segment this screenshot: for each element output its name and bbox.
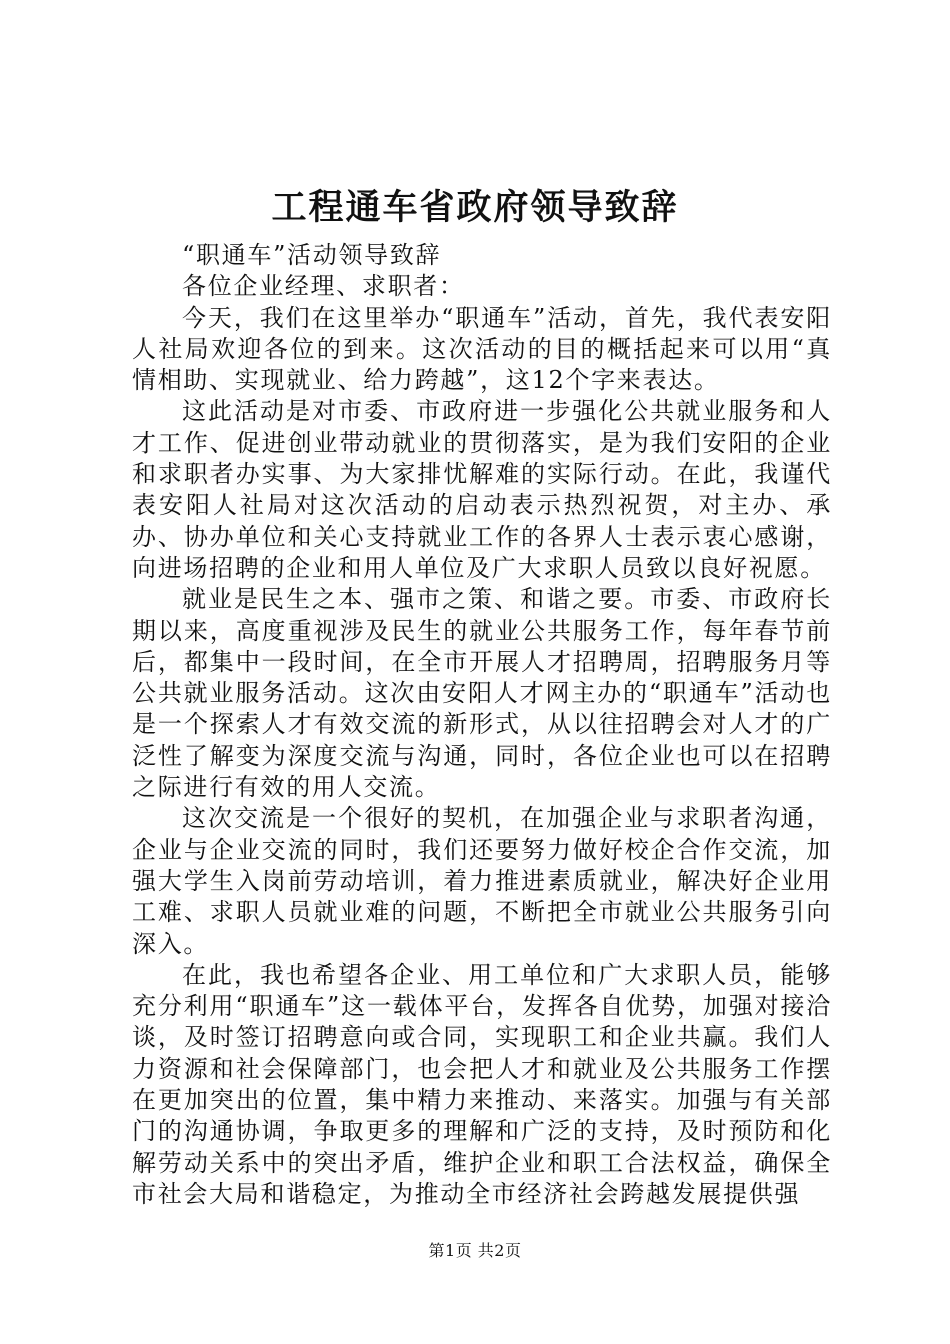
paragraph: 这此活动是对市委、市政府进一步强化公共就业服务和人才工作、促进创业带动就业的贯彻落实，是为我们安阳的企业和求职者办实事、为大家排忧解难的实际行动。在此，我谨代表安阳人社局对这次活动的启动表示热烈祝贺，对主办、承办、协办单位和关心支持就业工作的各界人士表示衷心感谢，向进场招聘的企业和用人单位及广大求职人员致以良好祝愿。 xyxy=(132,397,832,582)
paragraph: 今天，我们在这里举办“职通车”活动，首先，我代表安阳人社局欢迎各位的到来。这次活动的目的概括起来可以用“真情相助、实现就业、给力跨越”，这12个字来表达。 xyxy=(132,303,832,395)
paragraph-subtitle: “职通车”活动领导致辞 xyxy=(182,241,442,269)
document-body xyxy=(132,240,832,1210)
document-title: 工程通车省政府领导致辞 xyxy=(271,187,679,228)
paragraph-salutation: 各位企业经理、求职者： xyxy=(182,272,465,301)
paragraph: 就业是民生之本、强市之策、和谐之要。市委、市政府长期以来，高度重视涉及民生的就业公共服务工作，每年春节前后，都集中一段时间，在全市开展人才招聘周，招聘服务月等公共就业服务活动。这次由安阳人才网主办的“职通车”活动也是一个探索人才有效交流的新形式，从以往招聘会对人才的广泛性了解变为深度交流与沟通，同时，各位企业也可以在招聘之际进行有效的用人交流。 xyxy=(132,585,832,802)
paragraph: 在此，我也希望各企业、用工单位和广大求职人员，能够充分利用“职通车”这一载体平台，发挥各自优势，加强对接洽谈，及时签订招聘意向或合同，实现职工和企业共赢。我们人力资源和社会保障部门，也会把人才和就业及公共服务工作摆在更加突出的位置，集中精力来推动、来落实。加强与有关部门的沟通协调，争取更多的理解和广泛的支持，及时预防和化解劳动关系中的突出矛盾，维护企业和职工合法权益，确保全市社会大局和谐稳定，为推动全市经济社会跨越发展提供强 xyxy=(132,960,832,1208)
page-number-footer: 第1页 共2页 xyxy=(428,1241,522,1260)
paragraph: 这次交流是一个很好的契机，在加强企业与求职者沟通，企业与企业交流的同时，我们还要努力做好校企合作交流，加强大学生入岗前劳动培训，着力推进素质就业，解决好企业用工难、求职人员就业难的问题，不断把全市就业公共服务引向深入。 xyxy=(132,804,832,958)
